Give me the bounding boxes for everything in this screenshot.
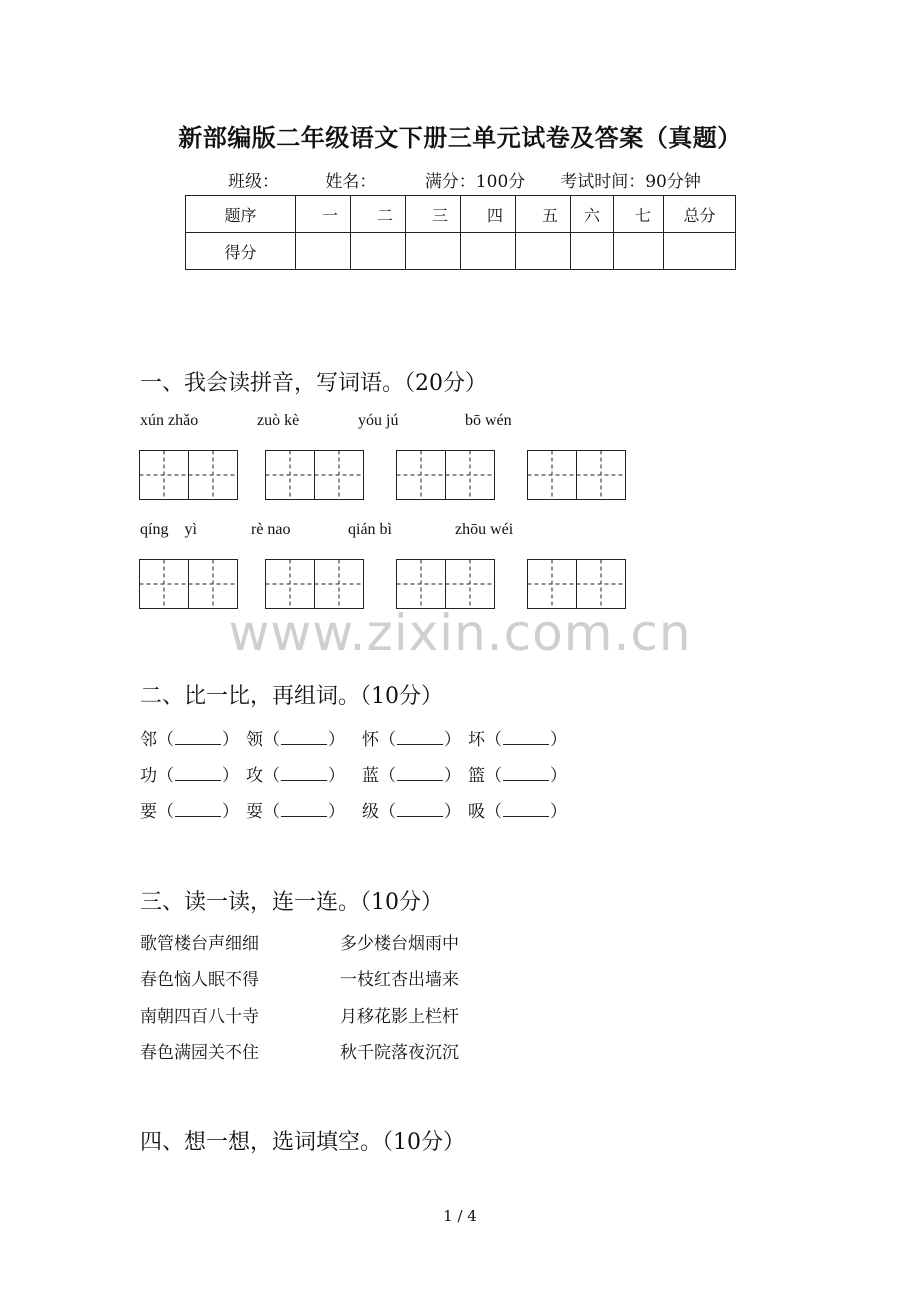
score-col-2: 二 [351,196,406,233]
score-cell[interactable] [614,233,664,270]
poem-line-right[interactable]: 一枝红杏出墙来 [340,970,459,990]
section-3-heading: 三、读一读，连一连。（10分） [140,890,443,915]
score-col-6: 六 [571,196,614,233]
pinyin-item: bō wén [465,412,512,429]
answer-blank[interactable] [503,766,549,781]
writing-box[interactable] [396,559,494,608]
score-cell[interactable] [461,233,516,270]
poem-line-left[interactable]: 歌管楼台声细细 [140,934,259,954]
score-table-row-label: 得分 [186,233,296,270]
score-table [185,195,736,270]
answer-blank[interactable] [281,766,327,781]
poem-line-right[interactable]: 月移花影上栏杆 [340,1007,459,1027]
score-col-total: 总分 [664,196,736,233]
char: 攻 [246,766,263,786]
char: 领 [246,730,263,750]
score-cell[interactable] [351,233,406,270]
score-col-1: 一 [296,196,351,233]
poem-line-left[interactable]: 春色恼人眠不得 [140,970,259,990]
score-col-3: 三 [406,196,461,233]
answer-blank[interactable] [175,802,221,817]
answer-blank[interactable] [503,802,549,817]
pinyin-item: qíng yì [140,521,197,538]
section-1-heading: 一、我会读拼音，写词语。（20分） [140,371,487,396]
exam-info [228,167,701,192]
answer-blank[interactable] [281,730,327,745]
char: 蓝 [362,766,379,786]
answer-blank[interactable] [397,730,443,745]
char: 要 [140,802,157,822]
writing-box[interactable] [396,450,494,499]
pinyin-item: qián bì [348,521,392,538]
score-col-7: 七 [614,196,664,233]
name-label: 姓名： [325,172,377,192]
char: 坏 [468,730,485,750]
char: 耍 [246,802,263,822]
writing-box[interactable] [527,559,625,608]
watermark: www.zixin.com.cn [228,604,692,662]
writing-box[interactable] [265,559,363,608]
poem-line-left[interactable]: 春色满园关不住 [140,1043,259,1063]
pinyin-item: zuò kè [257,412,300,429]
score-table-header-label: 题序 [186,196,296,233]
score-cell[interactable] [296,233,351,270]
section-4-heading: 四、想一想，选词填空。（10分） [140,1130,465,1155]
writing-box[interactable] [139,450,237,499]
answer-blank[interactable] [175,766,221,781]
pinyin-item: yóu jú [358,412,399,429]
char: 级 [362,802,379,822]
pinyin-item: rè nao [251,521,291,538]
score-cell[interactable] [664,233,736,270]
char: 邻 [140,730,157,750]
exam-time: 考试时间：90分钟 [560,172,701,192]
answer-blank[interactable] [397,802,443,817]
char: 篮 [468,766,485,786]
score-cell[interactable] [516,233,571,270]
section-2-heading: 二、比一比，再组词。（10分） [140,684,443,709]
answer-blank[interactable] [397,766,443,781]
answer-blank[interactable] [281,802,327,817]
writing-box[interactable] [265,450,363,499]
score-cell[interactable] [571,233,614,270]
score-col-5: 五 [516,196,571,233]
poem-line-right[interactable]: 多少楼台烟雨中 [340,934,459,954]
char: 怀 [362,730,379,750]
page-title: 新部编版二年级语文下册三单元试卷及答案（真题） [178,123,742,152]
poem-line-right[interactable]: 秋千院落夜沉沉 [340,1043,459,1063]
char: 功 [140,766,157,786]
page-number: 1 / 4 [443,1207,477,1225]
poem-line-left[interactable]: 南朝四百八十寺 [140,1007,259,1027]
writing-box[interactable] [527,450,625,499]
pinyin-item: zhōu wéi [455,521,514,538]
writing-box[interactable] [139,559,237,608]
score-cell[interactable] [406,233,461,270]
class-label: 班级： [228,172,279,192]
char: 吸 [468,802,485,822]
full-score: 满分：100分 [424,172,526,192]
score-col-4: 四 [461,196,516,233]
answer-blank[interactable] [503,730,549,745]
pinyin-item: xún zhǎo [140,412,199,429]
answer-blank[interactable] [175,730,221,745]
